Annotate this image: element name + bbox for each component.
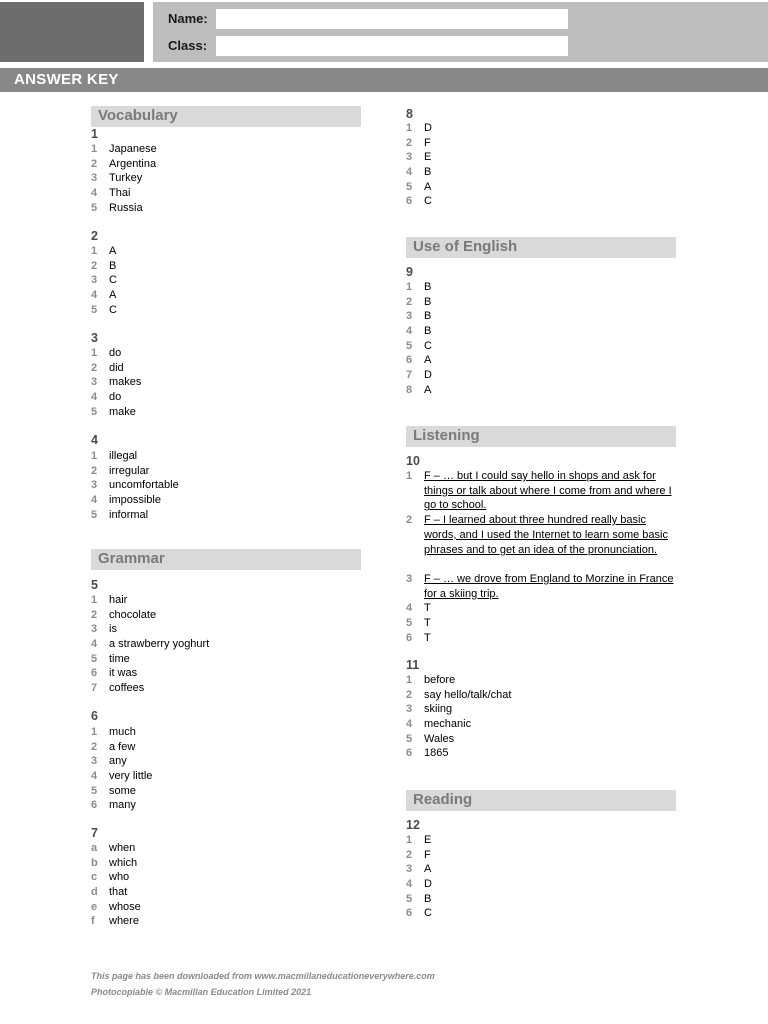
answer-number: 2 <box>91 361 98 374</box>
answer-number: 4 <box>91 494 98 507</box>
answer-number: 1 <box>91 347 98 359</box>
answer-text: Russia <box>109 201 143 214</box>
answer-number: 2 <box>91 259 98 272</box>
answer-text: make <box>109 405 136 418</box>
answer-text: C <box>424 339 432 352</box>
answer-number: 5 <box>91 201 98 214</box>
answer-text: impossible <box>109 494 161 507</box>
answer-text: Japanese <box>109 143 157 155</box>
answer-text: A <box>424 354 432 367</box>
answer-text: before <box>424 674 456 686</box>
answer-text: F – … we drove from England to Morzine in France for a skiing trip. <box>424 572 674 600</box>
answer-number: 6 <box>406 747 413 760</box>
answer-number: 6 <box>406 907 413 920</box>
answer-text: E <box>424 151 432 164</box>
footer-download-note: This page has been downloaded from www.macmillaneducationeverywhere.com <box>91 971 435 981</box>
answer-text: is <box>109 623 117 636</box>
answer-number: 4 <box>91 770 98 783</box>
answer-text: 1865 <box>424 747 449 760</box>
answer-text: much <box>109 726 136 738</box>
answer-number: 4 <box>91 391 98 404</box>
answer-number: 1 <box>406 281 413 293</box>
answer-number: 1 <box>91 450 98 462</box>
answer-number: 8 <box>406 383 413 396</box>
answer-number: 3 <box>406 151 413 164</box>
name-label: Name: <box>168 11 208 26</box>
answer-number: 5 <box>91 303 98 316</box>
answer-text: hair <box>109 594 128 606</box>
answer-text: C <box>109 274 117 287</box>
section-title: Listening <box>413 427 480 444</box>
answer-text: chocolate <box>109 608 157 621</box>
answer-text: very little <box>109 770 153 783</box>
answer-number: f <box>91 915 95 928</box>
answer-number: 3 <box>406 572 413 585</box>
answer-number: 3 <box>406 310 413 323</box>
answer-text: F – I learned about three hundred really basic words, and I used the Internet to learn some basic phrases and to get an idea of the pronunciation. <box>424 514 668 556</box>
answer-number: 3 <box>91 376 98 389</box>
answer-number: 5 <box>91 405 98 418</box>
answer-key-bar <box>0 68 768 92</box>
answer-number: 2 <box>91 157 98 170</box>
answer-text: D <box>424 369 432 382</box>
section-title: Vocabulary <box>98 107 178 124</box>
answer-number: 3 <box>91 172 98 185</box>
answer-number: 5 <box>406 339 413 352</box>
answer-text: it was <box>109 667 138 680</box>
name-field[interactable] <box>216 9 568 29</box>
answer-text: B <box>424 281 432 293</box>
answer-number: 1 <box>406 674 413 686</box>
header-dark-block <box>0 2 144 62</box>
answer-number: 5 <box>91 508 98 521</box>
answer-text: B <box>424 310 432 323</box>
exercise-number: 7 <box>91 826 98 840</box>
section-title: Grammar <box>98 550 165 567</box>
answer-text: time <box>109 652 130 665</box>
answer-number: 6 <box>91 799 98 812</box>
answer-text: many <box>109 799 136 812</box>
answer-text: makes <box>109 376 142 389</box>
answer-number: 4 <box>406 602 413 615</box>
footer-copyright: Photocopiable © Macmillan Education Limited 2021 <box>91 987 312 997</box>
answer-number: 5 <box>91 652 98 665</box>
answer-text: say hello/talk/chat <box>424 688 512 701</box>
answer-text: B <box>424 325 432 338</box>
answer-number: 1 <box>91 143 98 155</box>
answer-number: 5 <box>406 180 413 193</box>
answer-number: 3 <box>91 479 98 492</box>
exercise-number: 9 <box>406 265 413 279</box>
answer-text: Thai <box>109 187 131 200</box>
exercise-number: 10 <box>406 454 420 468</box>
answer-text: Wales <box>424 732 455 745</box>
answer-number: 3 <box>406 863 413 876</box>
exercise-number: 11 <box>406 658 420 672</box>
answer-number: 3 <box>406 703 413 716</box>
answer-number: 2 <box>406 848 413 861</box>
answer-text: who <box>109 871 130 884</box>
answer-text: whose <box>109 900 141 913</box>
answer-text: B <box>109 259 117 272</box>
answer-text: do <box>109 391 122 404</box>
answer-text: B <box>424 166 432 179</box>
answer-number: 2 <box>91 464 98 477</box>
class-field[interactable] <box>216 36 568 56</box>
answer-text: skiing <box>424 703 453 716</box>
section-listening <box>406 426 676 447</box>
answer-text: when <box>109 842 136 854</box>
section-title: Use of English <box>413 238 518 255</box>
answer-text: F <box>424 848 431 861</box>
answer-text: D <box>424 878 432 891</box>
exercise-number: 1 <box>91 127 98 141</box>
exercise-number: 4 <box>91 433 98 447</box>
answer-number: 2 <box>406 295 413 308</box>
answer-text: uncomfortable <box>109 479 179 492</box>
answer-number: 1 <box>406 122 413 134</box>
answer-text: which <box>109 856 138 869</box>
answer-number: 1 <box>91 726 98 738</box>
answer-text: C <box>424 195 432 208</box>
answer-number: 4 <box>406 878 413 891</box>
page-title: ANSWER KEY <box>14 71 119 88</box>
answer-number: 6 <box>91 667 98 680</box>
answer-number: 1 <box>91 594 98 606</box>
answer-text: T <box>424 616 431 629</box>
answer-number: 2 <box>406 136 413 149</box>
section-vocabulary <box>91 106 361 127</box>
answer-number: 7 <box>406 369 413 382</box>
answer-number: 1 <box>406 470 413 482</box>
answer-text: do <box>109 347 122 359</box>
answer-number: 5 <box>406 616 413 629</box>
answer-text: T <box>424 631 431 644</box>
answer-text: did <box>109 361 124 374</box>
answer-text: B <box>424 295 432 308</box>
answer-text: where <box>109 915 139 928</box>
answer-text: C <box>109 303 117 316</box>
answer-number: d <box>91 886 98 899</box>
answer-text: irregular <box>109 464 150 477</box>
answer-number: 1 <box>91 245 98 257</box>
answer-number: 4 <box>91 289 98 302</box>
answer-number: 4 <box>91 187 98 200</box>
answer-text: coffees <box>109 682 145 695</box>
answer-number: 3 <box>91 755 98 768</box>
answer-number: e <box>91 900 98 913</box>
exercise-number: 2 <box>91 229 98 243</box>
answer-number: 2 <box>406 688 413 701</box>
answer-number: 6 <box>406 195 413 208</box>
section-title: Reading <box>413 791 473 808</box>
answer-number: 3 <box>91 623 98 636</box>
answer-text: A <box>424 180 432 193</box>
answer-text: C <box>424 907 432 920</box>
answer-number: 4 <box>406 325 413 338</box>
answer-text: a few <box>109 740 136 753</box>
answer-number: 4 <box>91 638 98 651</box>
answer-number: 7 <box>91 682 98 695</box>
answer-text: E <box>424 834 432 846</box>
answer-text: a strawberry yoghurt <box>109 638 210 651</box>
answer-text: T <box>424 602 431 615</box>
answer-number: 2 <box>91 608 98 621</box>
answer-text: A <box>109 245 117 257</box>
answer-text: Argentina <box>109 157 157 170</box>
exercise-number: 3 <box>91 331 98 345</box>
answer-text: A <box>424 383 432 396</box>
section-use-of-english <box>406 237 676 258</box>
answer-text: A <box>109 289 117 302</box>
exercise-number: 8 <box>406 107 413 121</box>
answer-number: 6 <box>406 631 413 644</box>
answer-text: informal <box>109 508 149 521</box>
class-label: Class: <box>168 38 208 53</box>
answer-number: 5 <box>406 892 413 905</box>
answer-number: 5 <box>91 784 98 797</box>
answer-text: F <box>424 136 431 149</box>
exercise-number: 12 <box>406 818 420 832</box>
answer-text: B <box>424 892 432 905</box>
answer-text: that <box>109 886 128 899</box>
answer-number: a <box>91 842 98 854</box>
answer-text: mechanic <box>424 718 472 731</box>
answer-number: c <box>91 871 98 884</box>
answer-text: F – … but I could say hello in shops and ask for things or talk about where I come from and where I go to school. <box>424 470 672 512</box>
section-reading <box>406 790 676 811</box>
answer-text: some <box>109 784 136 797</box>
answer-text: Turkey <box>109 172 143 185</box>
answer-number: b <box>91 856 98 869</box>
answer-text: D <box>424 122 432 134</box>
answer-text: illegal <box>109 450 138 462</box>
section-grammar <box>91 549 361 570</box>
answer-number: 4 <box>406 718 413 731</box>
exercise-number: 5 <box>91 578 98 592</box>
answer-number: 5 <box>406 732 413 745</box>
answer-number: 3 <box>91 274 98 287</box>
answer-text: A <box>424 863 432 876</box>
answer-number: 2 <box>91 740 98 753</box>
answer-number: 1 <box>406 834 413 846</box>
answer-number: 2 <box>406 514 413 527</box>
answer-number: 4 <box>406 166 413 179</box>
answer-number: 6 <box>406 354 413 367</box>
answer-text: any <box>109 755 127 768</box>
exercise-number: 6 <box>91 709 98 723</box>
